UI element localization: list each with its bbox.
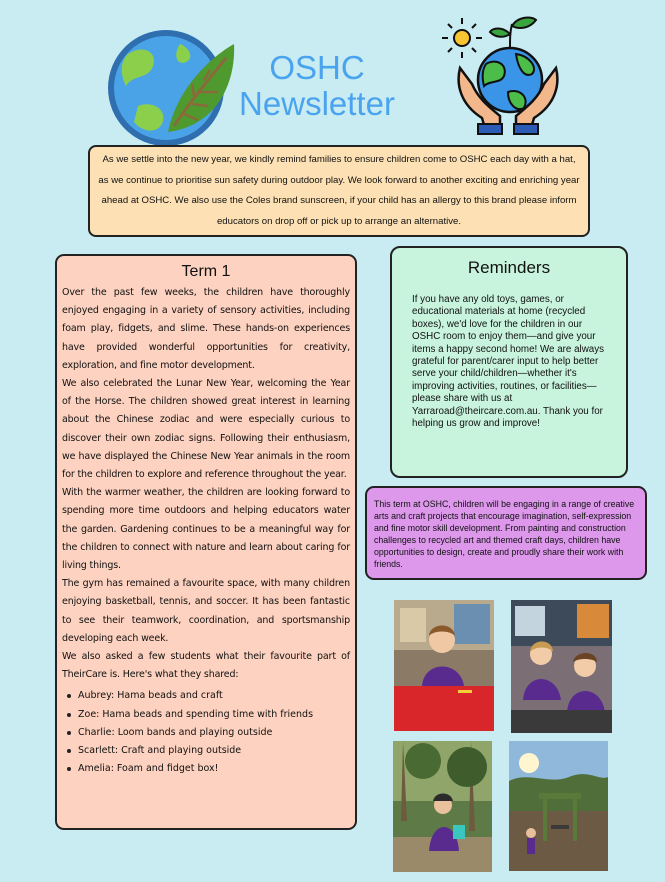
- list-item: Aubrey: Hama beads and craft: [62, 687, 350, 705]
- intro-notice: [88, 145, 590, 237]
- photo-child-outdoors: [393, 741, 492, 872]
- globe-leaf-icon: [98, 14, 238, 154]
- term-paragraph: The gym has remained a favourite space, with many children enjoying basketball, tennis, and soccer. It has been fantastic to see their teamwork, coordination, and sportsmanship developing each week.: [62, 578, 350, 644]
- intro-text: As we settle into the new year, we kindly remind families to ensure children come to OSHC each day with a hat, as we continue to prioritise sun safety during outdoor play. We look forward to another exciting and enriching year ahead at OSHC. We also use the Coles brand sunscreen, if your child has an allergy to this brand please inform educators on drop off or pick up to arrange an alternative.: [98, 154, 580, 227]
- earth-in-hands-icon: [438, 14, 578, 136]
- list-item: Scarlett: Craft and playing outside: [62, 742, 350, 760]
- term-paragraph: We also celebrated the Lunar New Year, welcoming the Year of the Horse. The children showed great interest in learning about the Chinese zodiac and were especially curious to discover their own zodiac signs. Following their enthusiasm, we have displayed the Chinese New Year animals in the room for the children to explore and reference throughout the year.: [62, 378, 350, 481]
- reminders-heading: Reminders: [467, 258, 551, 277]
- photo-playground: [509, 741, 608, 871]
- title-line-newsletter: Newsletter: [239, 85, 395, 122]
- photo-two-children: [511, 600, 612, 733]
- crafts-section: [365, 486, 647, 580]
- term-paragraph: Over the past few weeks, the children have thoroughly enjoyed engaging in a variety of sensory activities, including foam play, fidgets, and slime. These hands-on experiences have provided wonderful opportunities for creativity, exploration, and fine motor development.: [62, 287, 350, 371]
- term-paragraph: We also asked a few students what their favourite part of TheirCare is. Here's what they shared:: [62, 651, 350, 681]
- list-item: Charlie: Loom bands and playing outside: [62, 724, 350, 742]
- term-heading: Term 1: [181, 263, 231, 280]
- term-paragraph: With the warmer weather, the children are looking forward to spending more time outdoors and helping educators water the garden. Gardening continues to be a meaningful way for the children to connect with nature and learn about caring for living things.: [62, 487, 350, 572]
- title-line-oshc: OSHC: [269, 49, 365, 86]
- reminders-section: [390, 246, 628, 478]
- newsletter-title: [232, 50, 402, 122]
- crafts-text: This term at OSHC, children will be engaging in a range of creative arts and craft projects that encourage imagination, self-expression and fine motor skill development. From painting and construction challenges to recycled art and themed craft days, children have opportunities to design, create and proudly share their work with friends.: [374, 499, 635, 569]
- list-item: Zoe: Hama beads and spending time with friends: [62, 706, 350, 724]
- reminders-text: If you have any old toys, games, or educational materials at home (recycled boxes), we'd love for the children in our OSHC room to enjoy them—and give your items a happy second home! We are always grateful for parent/carer input to help better serve your child/children—whether it's improving activities, routines, or facilities—please share with us at Yarraroad@theircare.com.au. Thank you for helping us grow and improve!: [412, 294, 605, 430]
- photo-child-at-table: [394, 600, 494, 731]
- term-1-section: [55, 254, 357, 830]
- favourites-list: [62, 687, 350, 778]
- list-item: Amelia: Foam and fidget box!: [62, 760, 350, 778]
